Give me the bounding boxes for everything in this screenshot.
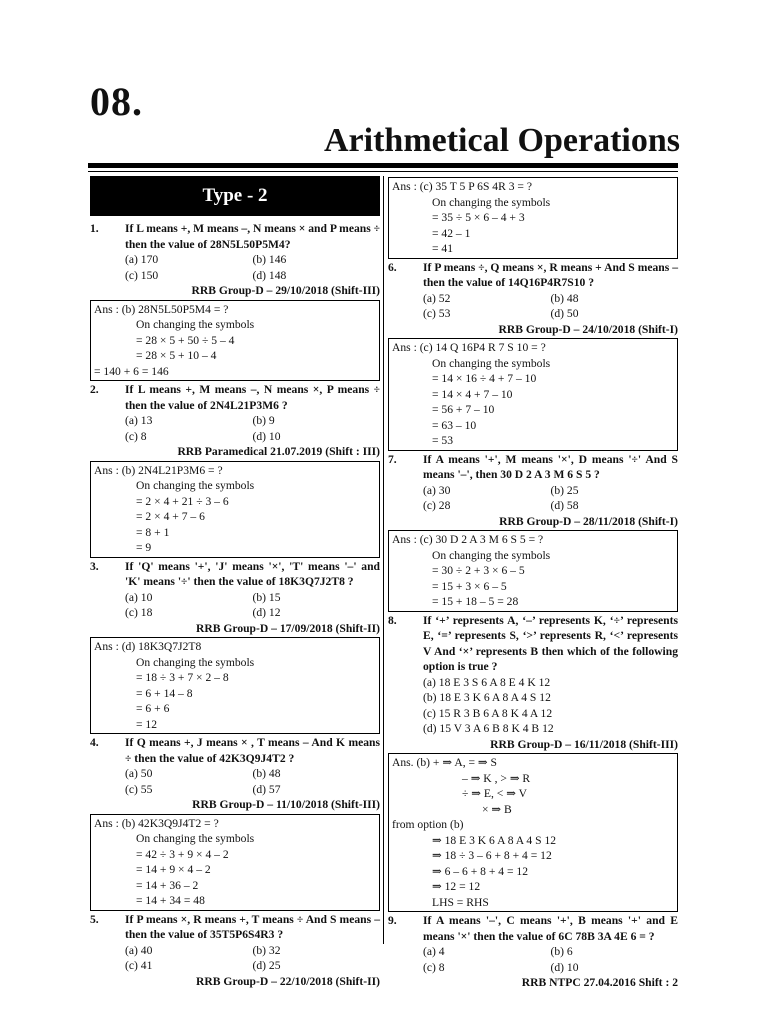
answer-expression: 28N5L50P5M4 = ? <box>138 302 229 316</box>
question-text: If P means ÷, Q means ×, R means + And S means – then the value of 14Q16P4R7S10 ? <box>423 260 678 289</box>
question-8 <box>388 613 678 753</box>
question-3 <box>90 559 380 637</box>
answer-box-2 <box>90 461 380 558</box>
question-text: If L means +, M means –, N means × and P means ÷ then the value of 28N5L50P5M4? <box>125 222 381 251</box>
option-b: (b) 32 <box>252 943 281 957</box>
option-c: (c) 8 <box>125 429 147 443</box>
option-a: (a) 170 <box>125 253 159 266</box>
option-b: (b) 48 <box>550 291 579 305</box>
option-a: (a) 4 <box>423 945 445 958</box>
answer-step: = 14 + 36 – 2 <box>136 878 199 892</box>
answer-box-6 <box>388 338 678 451</box>
option-a: (a) 10 <box>125 590 153 604</box>
answer-expression: 30 D 2 A 3 M 6 S 5 = ? <box>435 533 544 546</box>
option-b: (b) 25 <box>550 483 579 497</box>
option-c: (c) 150 <box>125 268 159 282</box>
answer-label: Ans : (b) <box>94 463 136 477</box>
question-4 <box>90 735 380 813</box>
option-a: (a) 50 <box>125 767 153 780</box>
question-source: RRB Group-D – 22/10/2018 (Shift-II) <box>195 974 380 988</box>
option-b: (b) 18 E 3 K 6 A 8 A 4 S 12 <box>423 691 551 704</box>
question-source: RRB Group-D – 11/10/2018 (Shift-III) <box>192 798 380 811</box>
column-divider <box>383 176 384 944</box>
question-source: RRB Group-D – 16/11/2018 (Shift-III) <box>490 737 678 751</box>
option-d: (d) 10 <box>252 429 281 443</box>
answer-step: ⇒ 12 = 12 <box>432 880 481 893</box>
option-a: (a) 13 <box>125 414 153 427</box>
option-c: (c) 18 <box>125 606 153 619</box>
question-7 <box>388 452 678 530</box>
question-text: If A means '–', C means '+', B means '+' and E means '×' then the value of 6C 78B 3A 4E 6 = ? <box>423 914 678 943</box>
option-d: (d) 58 <box>550 499 579 512</box>
answer-label: Ans : (b) <box>94 816 136 830</box>
question-number: 9. <box>388 914 397 927</box>
left-column <box>90 176 380 989</box>
answer-expression: 14 Q 16P4 R 7 S 10 = ? <box>435 341 546 354</box>
question-number: 3. <box>90 559 99 573</box>
option-d: (d) 25 <box>252 959 281 972</box>
answer-step: On changing the symbols <box>136 479 255 492</box>
answer-step: On changing the symbols <box>136 318 255 331</box>
question-text: If A means '+', M means '×', D means '÷' And S means '–', then 30 D 2 A 3 M 6 S 5 ? <box>423 452 678 481</box>
answer-box-4 <box>90 814 380 911</box>
answer-symbol-map: × ⇒ B <box>482 802 512 816</box>
answer-step: = 42 ÷ 3 + 9 × 4 – 2 <box>136 847 229 861</box>
answer-step: = 15 + 3 × 6 – 5 <box>432 579 507 593</box>
option-a: (a) 52 <box>423 291 451 305</box>
answer-box-5 <box>388 177 678 259</box>
answer-symbol-map: ÷ ⇒ E, < ⇒ V <box>462 787 527 800</box>
answer-step: = 35 ÷ 5 × 6 – 4 + 3 <box>432 211 525 224</box>
answer-step: = 28 × 5 + 50 ÷ 5 – 4 <box>136 333 235 347</box>
question-text: If P means ×, R means +, T means ÷ And S means – then the value of 35T5P6S4R3 ? <box>125 912 380 941</box>
option-b: (b) 48 <box>252 767 281 780</box>
question-number: 8. <box>388 613 397 627</box>
answer-expression: 18K3Q7J2T8 <box>138 640 202 653</box>
question-text: If L means +, M means –, N means ×, P means ÷ then the value of 2N4L21P3M6 ? <box>125 383 380 412</box>
question-number: 1. <box>90 222 99 235</box>
option-d: (d) 57 <box>252 782 281 796</box>
answer-step: = 56 + 7 – 10 <box>432 403 495 416</box>
option-b: (b) 146 <box>252 253 287 266</box>
answer-step: On changing the symbols <box>432 548 551 562</box>
answer-expression: + ⇒ A, = ⇒ S <box>432 756 497 769</box>
answer-box-1 <box>90 300 380 382</box>
answer-step: = 2 × 4 + 21 ÷ 3 – 6 <box>136 494 229 508</box>
question-number: 2. <box>90 383 99 396</box>
answer-step: ⇒ 6 – 6 + 8 + 4 = 12 <box>432 864 528 878</box>
option-b: (b) 6 <box>550 945 573 958</box>
option-d: (d) 10 <box>550 960 579 974</box>
question-text: If ‘+’ represents A, ‘–’ represents K, ‘÷’ represents E, ‘=’ represents S, ‘>’ represents R, ‘<’ represents V And ‘×’ represents B then which of the following option is true ? <box>423 613 678 673</box>
answer-box-8 <box>388 753 678 912</box>
option-d: (d) 148 <box>252 268 287 282</box>
answer-step: On changing the symbols <box>136 832 255 845</box>
option-a: (a) 40 <box>125 943 153 957</box>
answer-step: On changing the symbols <box>136 655 255 669</box>
question-number: 5. <box>90 912 99 926</box>
question-number: 6. <box>388 260 397 274</box>
question-source: RRB Group-D – 17/09/2018 (Shift-II) <box>195 621 380 635</box>
option-a: (a) 18 E 3 S 6 A 8 E 4 K 12 <box>423 675 551 689</box>
right-column <box>388 176 678 991</box>
answer-step: = 30 ÷ 2 + 3 × 6 – 5 <box>432 564 525 577</box>
answer-step: = 14 × 4 + 7 – 10 <box>432 387 513 401</box>
answer-step: = 12 <box>136 717 158 731</box>
option-c: (c) 41 <box>125 959 153 972</box>
answer-step: = 9 <box>136 541 152 554</box>
question-5 <box>90 912 380 990</box>
answer-step: = 14 + 34 = 48 <box>136 894 205 907</box>
question-source: RRB Paramedical 21.07.2019 (Shift : III) <box>177 445 380 458</box>
option-d: (d) 15 V 3 A 6 B 8 K 4 B 12 <box>423 722 554 735</box>
answer-step: ⇒ 18 ÷ 3 – 6 + 8 + 4 = 12 <box>432 849 552 862</box>
option-c: (c) 8 <box>423 960 445 974</box>
chapter-number: 08. <box>90 79 143 124</box>
question-1 <box>90 221 380 299</box>
answer-step: On changing the symbols <box>432 356 551 370</box>
type-heading: Type - 2 <box>90 176 380 216</box>
question-number: 4. <box>90 736 99 749</box>
option-c: (c) 28 <box>423 499 451 512</box>
answer-step: = 14 × 16 ÷ 4 + 7 – 10 <box>432 372 537 385</box>
question-9 <box>388 913 678 991</box>
option-a: (a) 30 <box>423 483 451 497</box>
option-b: (b) 15 <box>252 590 281 604</box>
answer-label: Ans : (d) <box>94 640 136 653</box>
answer-step: = 2 × 4 + 7 – 6 <box>136 510 205 523</box>
answer-step: LHS = RHS <box>432 895 489 909</box>
option-d: (d) 12 <box>252 606 281 619</box>
answer-label: Ans : (c) <box>392 533 433 546</box>
question-text: If Q means +, J means × , T means – And K means ÷ then the value of 42K3Q9J4T2 ? <box>125 736 380 765</box>
answer-step: = 63 – 10 <box>432 418 477 432</box>
option-c: (c) 55 <box>125 782 153 796</box>
answer-step: = 6 + 6 <box>136 702 170 715</box>
answer-step: = 18 ÷ 3 + 7 × 2 – 8 <box>136 671 229 684</box>
title-rule-thick <box>88 163 678 168</box>
answer-label: Ans : (c) <box>392 180 433 193</box>
chapter-title: Arithmetical Operations <box>324 122 680 159</box>
option-c: (c) 53 <box>423 307 451 320</box>
question-source: RRB Group-D – 24/10/2018 (Shift-I) <box>498 322 678 336</box>
answer-box-7 <box>388 530 678 612</box>
option-b: (b) 9 <box>252 414 275 427</box>
answer-step: = 14 + 9 × 4 – 2 <box>136 863 211 876</box>
answer-step: = 28 × 5 + 10 – 4 <box>136 349 217 362</box>
answer-symbol-map: – ⇒ K , > ⇒ R <box>462 771 531 785</box>
answer-expression: 2N4L21P3M6 = ? <box>138 463 223 477</box>
answer-box-3 <box>90 637 380 734</box>
answer-expression: 35 T 5 P 6S 4R 3 = ? <box>435 180 532 193</box>
answer-step: = 6 + 14 – 8 <box>136 686 193 700</box>
answer-label: Ans. (b) <box>392 756 430 769</box>
answer-option-note: from option (b) <box>392 818 464 831</box>
option-c: (c) 15 R 3 B 6 A 8 K 4 A 12 <box>423 706 553 720</box>
question-source: RRB Group-D – 28/11/2018 (Shift-I) <box>499 514 678 528</box>
question-6 <box>388 260 678 338</box>
answer-step: = 15 + 18 – 5 = 28 <box>432 595 519 608</box>
question-2 <box>90 382 380 460</box>
option-d: (d) 50 <box>550 307 579 320</box>
answer-step: = 41 <box>432 242 454 255</box>
answer-step: On changing the symbols <box>432 195 551 209</box>
answer-label: Ans : (b) <box>94 302 136 316</box>
answer-step: ⇒ 18 E 3 K 6 A 8 A 4 S 12 <box>432 833 557 847</box>
question-text: If 'Q' means '+', 'J' means '×', 'T' means '–' and 'K' means '÷' then the value of 18K3Q7J2T8 ? <box>125 559 380 588</box>
answer-step: = 8 + 1 <box>136 525 170 539</box>
answer-expression: 42K3Q9J4T2 = ? <box>138 816 219 830</box>
answer-label: Ans : (c) <box>392 341 433 354</box>
question-source: RRB NTPC 27.04.2016 Shift : 2 <box>521 976 678 989</box>
question-source: RRB Group-D – 29/10/2018 (Shift-III) <box>191 284 380 297</box>
answer-step: = 53 <box>432 434 454 447</box>
answer-step: = 140 + 6 = 146 <box>94 364 169 378</box>
title-rule-thin <box>88 171 678 172</box>
answer-step: = 42 – 1 <box>432 226 471 240</box>
question-number: 7. <box>388 452 397 466</box>
